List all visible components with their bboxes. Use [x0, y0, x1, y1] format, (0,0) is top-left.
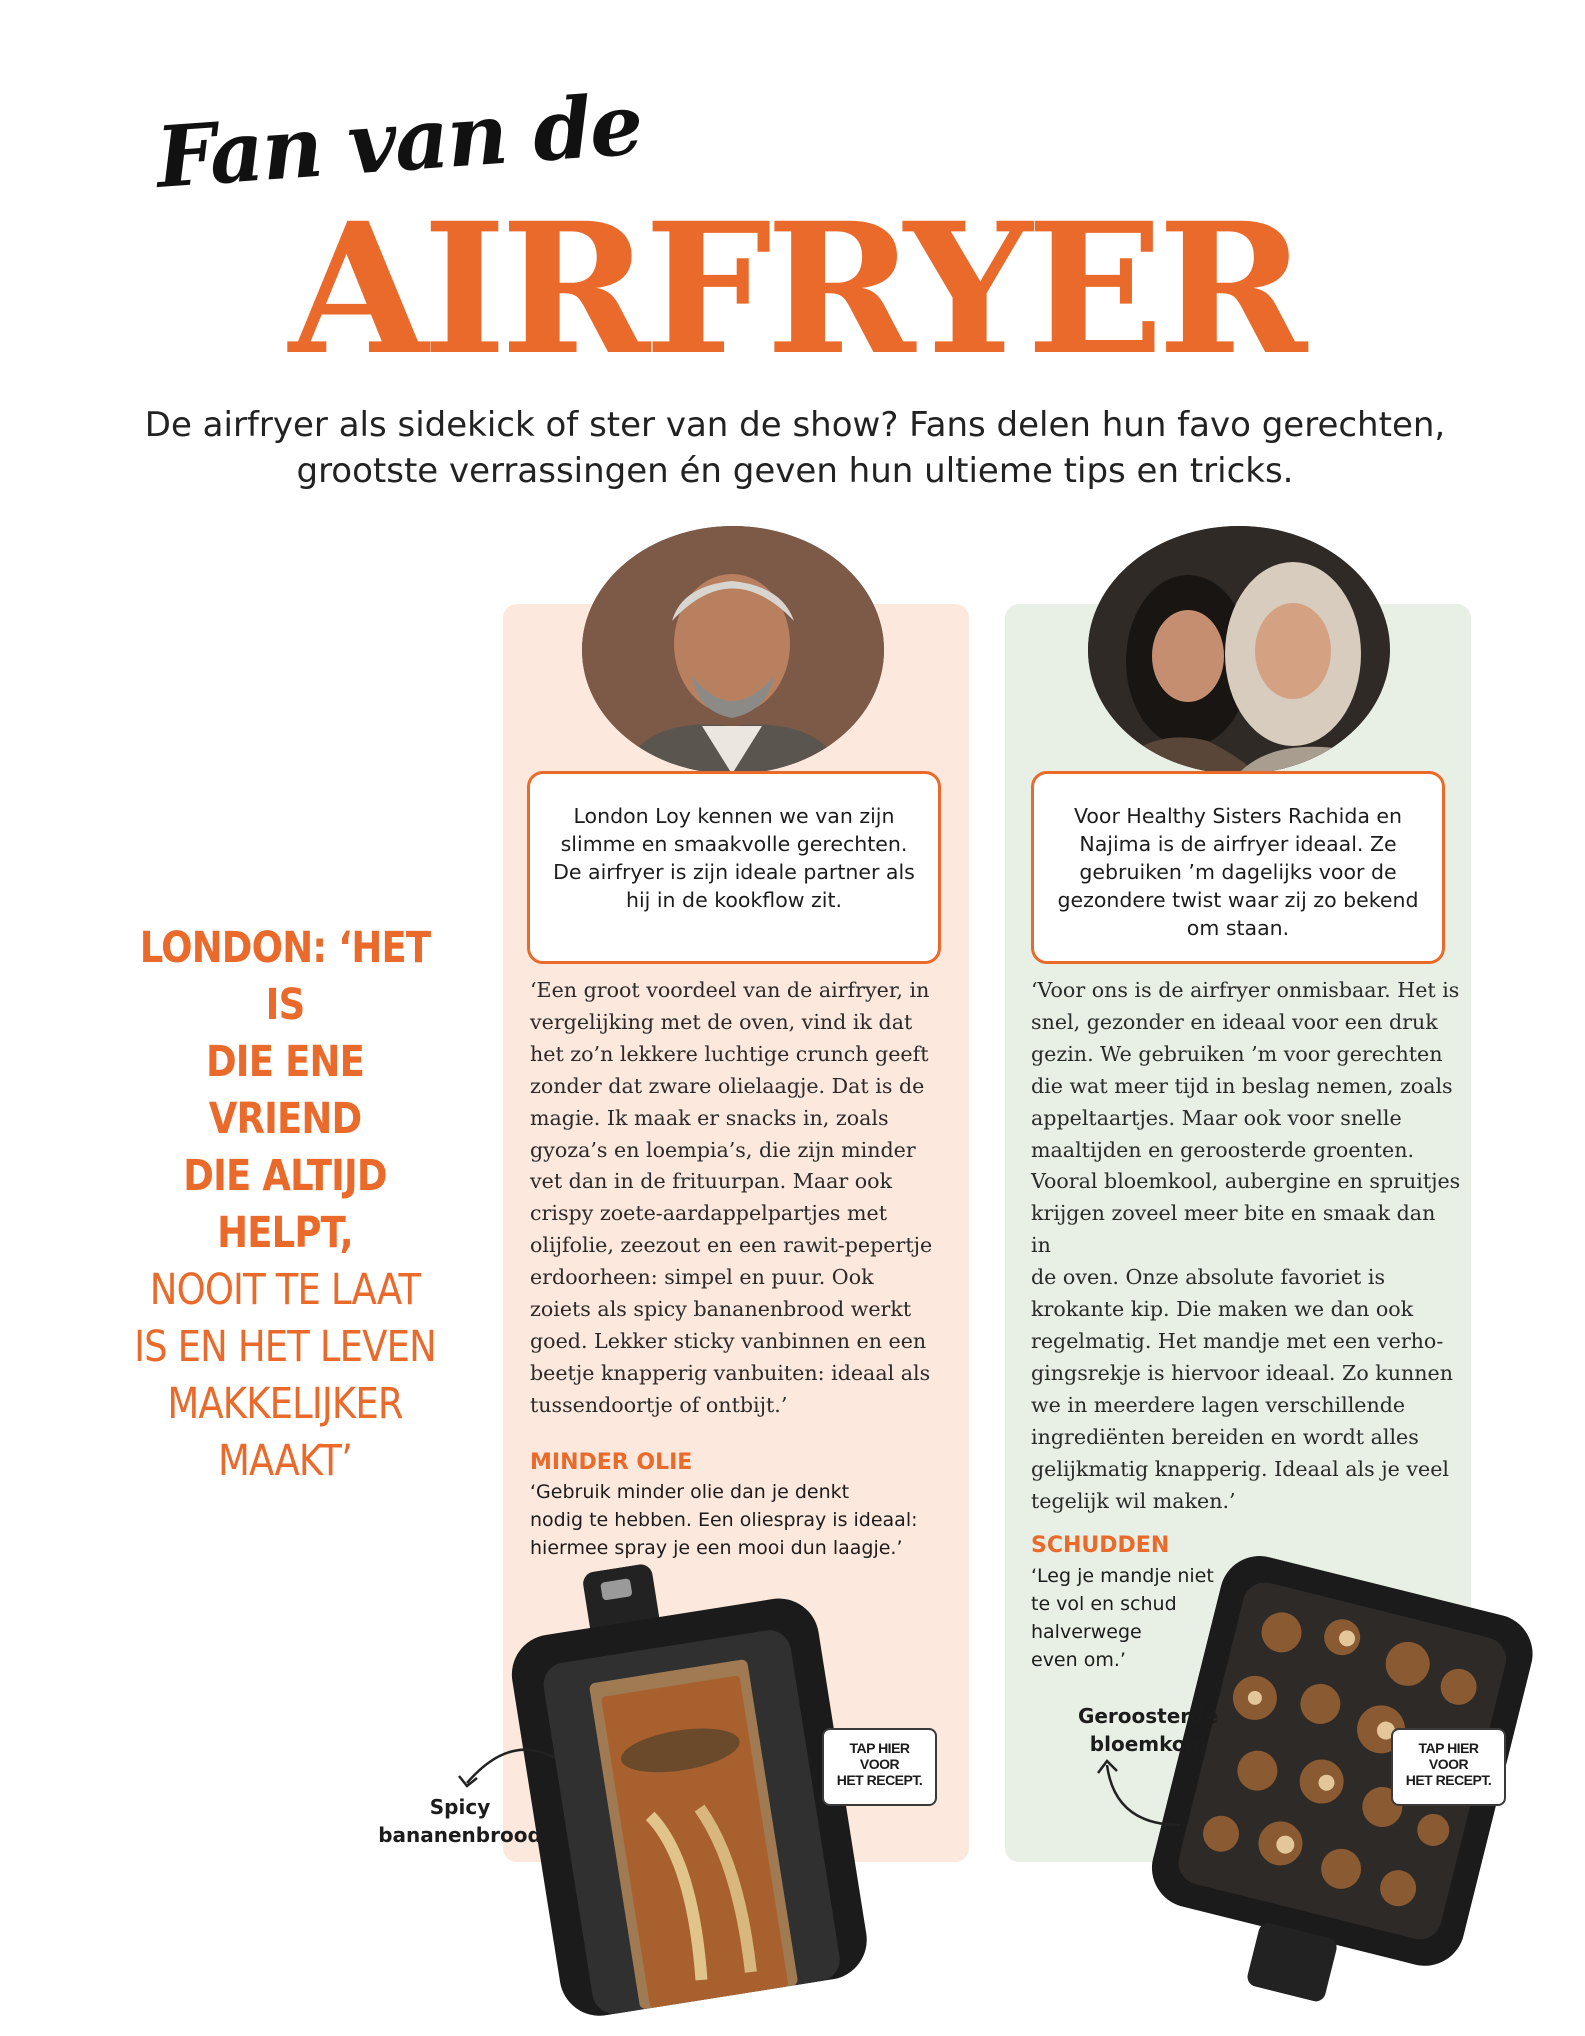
right-tip-heading: SCHUDDEN — [1031, 1533, 1170, 1558]
right-intro-box: Voor Healthy Sisters Rachida en Najima is de airfryer ideaal. Ze gebruiken ’m dagelijks voor de gezondere twist waar zij zo bekend om staan. — [1031, 771, 1445, 964]
quote-line: DIE ALTIJD HELPT, — [183, 1151, 387, 1258]
portrait-london-loy — [582, 526, 884, 774]
arrow-icon — [455, 1738, 565, 1798]
portrait-illustration — [582, 526, 884, 774]
kicker-script: Fan van de — [153, 74, 645, 207]
page-title: AIRFRYER — [288, 184, 1302, 395]
intro-text: De airfryer als sidekick of ster van de show? Fans delen hun favo gerechten, grootste verrassingen én geven hun ultieme tips en tricks. — [144, 405, 1446, 491]
quote-line: IS EN HET LEVEN — [134, 1322, 436, 1372]
left-body-text: ‘Een groot voordeel van de airfryer, in vergelijking met de oven, vind ik dat het zo’n lekkere luchtige crunch geeft zonder dat zware olielaagje. Dat is de magie. Ik maak er snacks in, zoals gyoza’s en loempia’s, die zijn minder vet dan in de frituurpan. Maar ook crispy zoete-aardappelpartjes met olijfolie, zeezout en een rawit-pepertje erdoorheen: simpel en puur. Ook zoiets als spicy bananenbrood werkt goed. Lekker sticky vanbinnen en een beetje knapperig vanbuiten: ideaal als tussendoortje of ontbijt.’ — [530, 978, 933, 1417]
recipe-link-button[interactable]: TAP HIER VOOR HET RECEPT. — [1391, 1728, 1506, 1806]
left-tip-heading: MINDER OLIE — [530, 1450, 693, 1475]
pull-quote — [126, 920, 444, 1490]
arrow-icon — [1095, 1755, 1185, 1830]
quote-line: NOOIT TE LAAT — [149, 1265, 421, 1315]
caption-banana-bread: Spicy bananenbrood — [378, 1795, 542, 1847]
right-tip-text: ‘Leg je mandje niet te vol en schud halverwege even om.’ — [1031, 1565, 1214, 1671]
quote-line: LONDON: ‘HET IS — [139, 923, 431, 1030]
portrait-healthy-sisters — [1088, 526, 1390, 774]
right-body-text: ‘Voor ons is de airfryer onmisbaar. Het is snel, gezonder en ideaal voor een druk gezin. We gebruiken ’m voor gerechten die wat meer tijd in beslag nemen, zoals appeltaartjes. Maar ook voor snelle maaltijden en geroosterde groenten. Vooral bloemkool, aubergine en spruitjes krijgen zoveel meer bite en smaak dan in de oven. Onze absolute favoriet is krokante kip. Die maken we dan ook regelmatig. Het mandje met een verho- gingsrekje is hiervoor ideaal. Zo kunnen we in meerdere lagen verschillende ingrediënten bereiden en wordt alles gelijkmatig knapperig. Ideaal als je veel tegelijk wil maken.’ — [1031, 978, 1461, 1513]
portrait-illustration — [1088, 526, 1390, 774]
quote-line: MAKKELIJKER — [167, 1379, 403, 1429]
recipe-link-button[interactable]: TAP HIER VOOR HET RECEPT. — [822, 1728, 937, 1806]
left-intro-box: London Loy kennen we van zijn slimme en smaakvolle gerechten. De airfryer is zijn ideale partner als hij in de kookflow zit. — [527, 771, 941, 964]
quote-line: DIE ENE VRIEND — [205, 1037, 365, 1144]
quote-line: MAAKT’ — [217, 1436, 353, 1486]
caption-cauliflower: Geroosterde bloemkool — [1077, 1704, 1219, 1756]
left-tip-text: ‘Gebruik minder olie dan je denkt nodig te hebben. Een oliespray is ideaal: hiermee spray je een mooi dun laagje.’ — [530, 1481, 918, 1559]
